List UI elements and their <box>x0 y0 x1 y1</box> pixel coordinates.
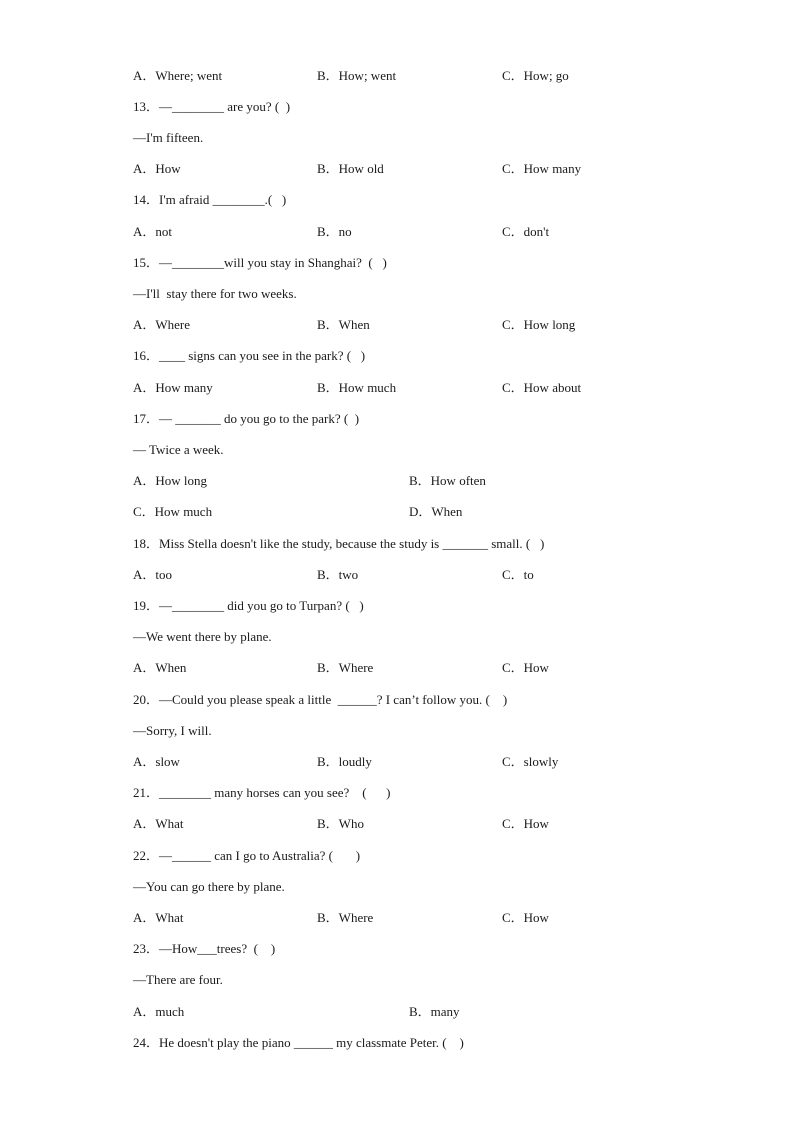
q19-option-c: C．How <box>502 660 549 675</box>
q13-option-c: C．How many <box>502 161 582 176</box>
q22-response: —You can go there by plane. <box>133 879 285 894</box>
q12-option-b: B．How; went <box>317 68 397 83</box>
q21-question: 21．________ many horses can you see? ( ) <box>133 785 391 800</box>
q20-option-b: B．loudly <box>317 754 372 769</box>
q12-option-c: C．How; go <box>502 68 569 83</box>
q12-option-a: A．Where; went <box>133 68 223 83</box>
q22-option-a: A．What <box>133 910 184 925</box>
q13-option-b: B．How old <box>317 161 384 176</box>
q18-option-a: A．too <box>133 567 173 582</box>
q13-option-a: A．How <box>133 161 181 176</box>
q14-question: 14．I'm afraid ________.( ) <box>133 192 287 207</box>
q17-option-b: B．How often <box>409 473 486 488</box>
q19-response: —We went there by plane. <box>133 629 272 644</box>
q18-option-b: B．two <box>317 567 359 582</box>
q17-option-c: C．How much <box>133 504 213 519</box>
q16-question: 16．____ signs can you see in the park? ( ) <box>133 348 366 363</box>
q14-option-c: C．don't <box>502 224 550 239</box>
q15-question: 15．—________will you stay in Shanghai? ( ) <box>133 255 387 270</box>
q20-question: 20．—Could you please speak a little ______? I can’t follow you. ( ) <box>133 692 508 707</box>
q22-option-c: C．How <box>502 910 549 925</box>
q16-option-c: C．How about <box>502 380 582 395</box>
q23-response: —There are four. <box>133 972 223 987</box>
q18-question: 18．Miss Stella doesn't like the study, because the study is _______ small. ( ) <box>133 536 545 551</box>
q20-option-a: A．slow <box>133 754 180 769</box>
q18-option-c: C．to <box>502 567 534 582</box>
q21-option-a: A．What <box>133 816 184 831</box>
q21-option-c: C．How <box>502 816 549 831</box>
q24-question: 24．He doesn't play the piano ______ my classmate Peter. ( ) <box>133 1035 464 1050</box>
q23-question: 23．—How___trees? ( ) <box>133 941 276 956</box>
q14-option-b: B．no <box>317 224 352 239</box>
q13-question: 13．—________ are you? ( ) <box>133 99 291 114</box>
q22-question: 22．—______ can I go to Australia? ( ) <box>133 848 361 863</box>
q16-option-b: B．How much <box>317 380 397 395</box>
q20-response: —Sorry, I will. <box>133 723 212 738</box>
q19-option-a: A．When <box>133 660 187 675</box>
q15-option-b: B．When <box>317 317 370 332</box>
q16-option-a: A．How many <box>133 380 213 395</box>
q22-option-b: B．Where <box>317 910 374 925</box>
q17-option-d: D．When <box>409 504 463 519</box>
q14-option-a: A．not <box>133 224 173 239</box>
q23-option-a: A．much <box>133 1004 185 1019</box>
q23-option-b: B．many <box>409 1004 460 1019</box>
q15-option-a: A．Where <box>133 317 191 332</box>
q20-option-c: C．slowly <box>502 754 559 769</box>
q13-response: —I'm fifteen. <box>133 130 204 145</box>
q17-option-a: A．How long <box>133 473 208 488</box>
q19-option-b: B．Where <box>317 660 374 675</box>
q21-option-b: B．Who <box>317 816 364 831</box>
q17-response: — Twice a week. <box>133 442 224 457</box>
q17-question: 17．— _______ do you go to the park? ( ) <box>133 411 360 426</box>
q19-question: 19．—________ did you go to Turpan? ( ) <box>133 598 364 613</box>
q15-option-c: C．How long <box>502 317 576 332</box>
q15-response: —I'll stay there for two weeks. <box>133 286 297 301</box>
